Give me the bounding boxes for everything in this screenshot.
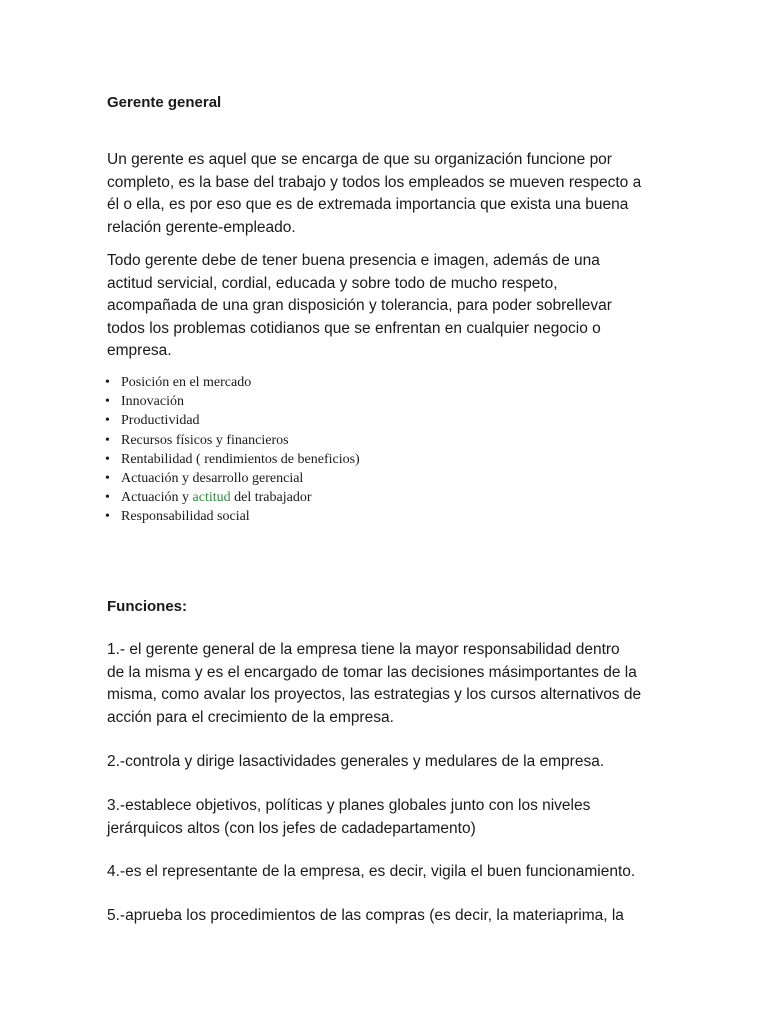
funciones-heading: Funciones: (107, 598, 188, 615)
list-item-label: Posición en el mercado (121, 375, 252, 390)
list-item-label: Recursos físicos y financieros (121, 432, 289, 448)
text-line: acompañada de una gran disposición y tolerancia, para poder sobrellevar (107, 297, 612, 314)
bullet-icon: • (105, 509, 110, 525)
list-item (105, 431, 360, 450)
text-line: 1.- el gerente general de la empresa tiene la mayor responsabilidad dentro (107, 641, 620, 658)
bullet-icon: • (105, 451, 110, 467)
text-line: actitud servicial, cordial, educada y sobre todo de mucho respeto, (107, 274, 558, 292)
text-line: él o ella, es por eso que es de extremada importancia que exista una buena (107, 196, 629, 213)
list-item-label: Responsabilidad social (121, 509, 250, 525)
list-item (105, 488, 360, 507)
list-item-label: Actuación y desarrollo gerencial (121, 471, 304, 487)
list-item (105, 469, 360, 488)
list-item-label-tail: del trabajador (230, 490, 312, 506)
list-item-label: Innovación (121, 394, 184, 410)
text-line: 3.-establece objetivos, políticas y planes globales junto con los niveles (107, 797, 591, 814)
list-item (105, 392, 360, 411)
funcion-item-4 (107, 861, 667, 884)
text-line: de la misma y es el encargado de tomar las decisiones másimportantes de la (107, 663, 637, 681)
funcion-item-5 (107, 905, 667, 928)
text-line: Un gerente es aquel que se encarga de que su organización funcione por (107, 151, 612, 168)
list-item (105, 507, 360, 526)
list-item-label: Productividad (121, 413, 200, 429)
list-item-label: Actuación y (121, 490, 193, 506)
bullet-icon: • (105, 413, 110, 429)
list-item (105, 450, 360, 469)
text-line: todos los problemas cotidianos que se enfrentan en cualquier negocio o (107, 319, 601, 337)
bullet-icon: • (105, 432, 110, 448)
text-line: misma, como avalar los proyectos, las estrategias y los cursos alternativos de (107, 686, 642, 703)
funcion-item-3 (107, 795, 667, 840)
intro-paragraph (107, 149, 667, 239)
actitud-link[interactable]: actitud (192, 490, 231, 506)
text-line: 4.-es el representante de la empresa, es decir, vigila el buen funcionamiento. (107, 863, 636, 880)
text-line: jerárquicos altos (con los jefes de cadadepartamento) (107, 819, 476, 837)
text-line: Todo gerente debe de tener buena presencia e imagen, además de una (107, 252, 600, 269)
text-line: 5.-aprueba los procedimientos de las compras (es decir, la materiaprima, la (107, 907, 624, 924)
text-line: completo, es la base del trabajo y todos los empleados se mueven respecto a (107, 173, 642, 191)
bullet-list (105, 373, 360, 527)
bullet-icon: • (105, 394, 110, 410)
text-line: relación gerente-empleado. (107, 218, 296, 236)
list-item (105, 411, 360, 430)
bullet-icon: • (105, 471, 110, 487)
text-line: acción para el crecimiento de la empresa. (107, 708, 394, 726)
list-item (105, 373, 360, 392)
text-line: 2.-controla y dirige lasactividades generales y medulares de la empresa. (107, 753, 605, 770)
funcion-item-1 (107, 639, 667, 729)
page-title: Gerente general (107, 94, 222, 111)
funcion-item-2 (107, 751, 667, 774)
list-item-label: Rentabilidad ( rendimientos de beneficios) (121, 451, 360, 467)
bullet-icon: • (105, 490, 110, 506)
text-line: empresa. (107, 342, 172, 359)
second-paragraph (107, 250, 667, 363)
bullet-icon: • (105, 375, 110, 390)
